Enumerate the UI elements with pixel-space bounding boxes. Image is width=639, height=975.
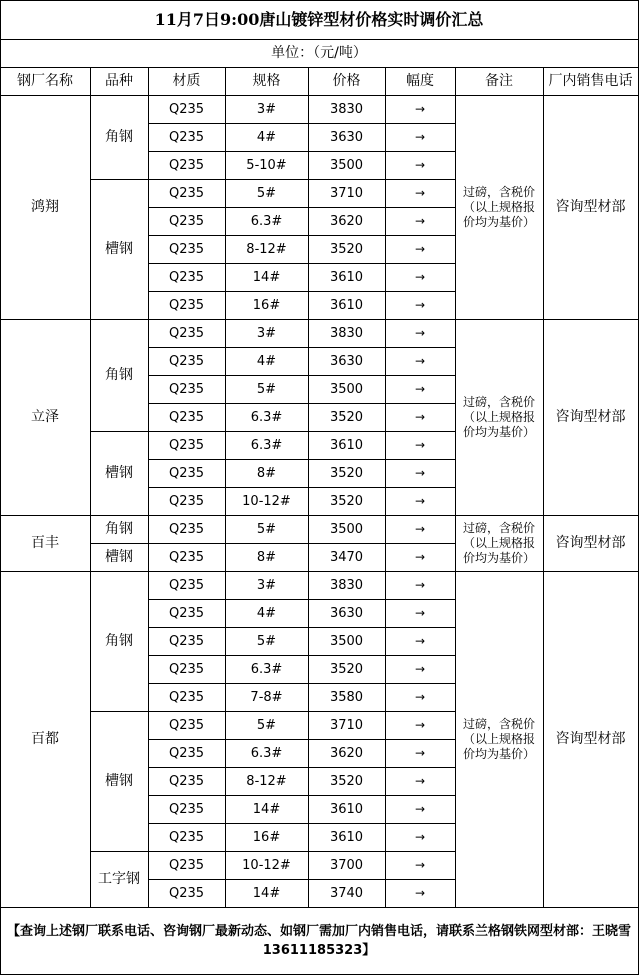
price-cell: 3520 [329,241,364,257]
change-arrow-icon: → [414,745,426,760]
spec-cell: 14# [252,801,281,817]
change-arrow-icon: → [414,801,426,816]
price-cell: 3470 [329,549,364,565]
material-cell: Q235 [168,129,205,145]
price-cell: 3830 [329,577,364,593]
material-cell: Q235 [168,857,205,873]
change-arrow-icon: → [414,297,426,312]
price-cell: 3580 [329,689,364,705]
grid-line-v [543,319,544,516]
material-cell: Q235 [168,213,205,229]
variety-cell: 槽钢 [105,240,133,257]
grid-line-v [455,515,456,572]
price-cell: 3740 [329,885,364,901]
change-arrow-icon: → [414,129,426,144]
grid-line-v [225,95,226,320]
change-arrow-icon: → [414,829,426,844]
sales-phone-cell: 咨询型材部 [555,534,626,551]
grid-line-v [308,95,309,320]
change-arrow-icon: → [414,717,426,732]
price-cell: 3500 [329,157,364,173]
grid-line-v [455,571,456,908]
note-cell: 过磅，含税价（以上规格报价均为基价） [462,520,535,565]
change-arrow-icon: → [414,521,426,536]
grid-line-h [148,627,456,628]
change-arrow-icon: → [414,353,426,368]
spec-cell: 10-12# [242,857,291,873]
variety-cell: 工字钢 [98,870,140,887]
grid-line-v [225,571,226,908]
grid-line-h [148,291,456,292]
change-arrow-icon: → [414,549,426,564]
change-arrow-icon: → [414,661,426,676]
material-cell: Q235 [168,829,205,845]
grid-line-h [148,123,456,124]
note-cell: 过磅，含税价（以上规格报价均为基价） [462,394,535,439]
material-cell: Q235 [168,381,205,397]
spec-cell: 16# [252,297,281,313]
grid-line-v [148,319,149,516]
change-arrow-icon: → [414,437,426,452]
header-material: 材质 [172,72,201,89]
grid-line-v [308,571,309,908]
price-cell: 3620 [329,213,364,229]
change-arrow-icon: → [414,605,426,620]
change-arrow-icon: → [414,857,426,872]
spec-cell: 6.3# [250,745,283,761]
grid-line-v [148,571,149,908]
material-cell: Q235 [168,801,205,817]
price-cell: 3610 [329,297,364,313]
material-cell: Q235 [168,885,205,901]
spec-cell: 5# [256,521,277,537]
grid-line-v [385,515,386,572]
grid-line-v [385,319,386,516]
grid-line-h [90,711,456,712]
material-cell: Q235 [168,101,205,117]
grid-line-v [90,95,91,320]
material-cell: Q235 [168,689,205,705]
price-cell: 3610 [329,801,364,817]
grid-line-v [543,67,544,96]
material-cell: Q235 [168,185,205,201]
material-cell: Q235 [168,549,205,565]
header-note: 备注 [485,72,513,89]
grid-line-h [148,599,456,600]
grid-line-h [148,263,456,264]
grid-line-v [308,515,309,572]
change-arrow-icon: → [414,325,426,340]
variety-cell: 槽钢 [105,464,133,481]
material-cell: Q235 [168,157,205,173]
spec-cell: 3# [256,577,277,593]
spec-cell: 16# [252,829,281,845]
grid-line-h [148,795,456,796]
price-cell: 3610 [329,437,364,453]
grid-line-v [455,67,456,96]
grid-line-h [148,151,456,152]
change-arrow-icon: → [414,409,426,424]
price-cell: 3610 [329,829,364,845]
unit-label: 单位：（元/吨） [271,44,367,61]
grid-line-v [543,95,544,320]
grid-line-v [455,319,456,516]
spec-cell: 6.3# [250,437,283,453]
spec-cell: 4# [256,353,277,369]
price-cell: 3830 [329,325,364,341]
mill-name-cell: 百丰 [31,534,59,551]
spec-cell: 8-12# [246,773,287,789]
price-cell: 3520 [329,465,364,481]
change-arrow-icon: → [414,493,426,508]
spec-cell: 6.3# [250,409,283,425]
material-cell: Q235 [168,353,205,369]
grid-line-v [308,67,309,96]
price-cell: 3630 [329,129,364,145]
spec-cell: 5# [256,381,277,397]
grid-line-v [385,571,386,908]
grid-line-h [148,487,456,488]
grid-line-v [148,95,149,320]
price-cell: 3700 [329,857,364,873]
grid-line-v [90,67,91,96]
grid-line-h [0,0,639,1]
material-cell: Q235 [168,325,205,341]
note-cell: 过磅，含税价（以上规格报价均为基价） [462,184,535,229]
spec-cell: 14# [252,885,281,901]
grid-line-h [148,655,456,656]
material-cell: Q235 [168,437,205,453]
grid-line-v [455,95,456,320]
spec-cell: 6.3# [250,661,283,677]
price-cell: 3630 [329,353,364,369]
variety-cell: 角钢 [105,632,133,649]
grid-line-v [0,0,1,975]
spec-cell: 5# [256,633,277,649]
price-cell: 3830 [329,101,364,117]
grid-line-h [148,235,456,236]
material-cell: Q235 [168,577,205,593]
grid-line-v [148,515,149,572]
header-change: 幅度 [406,72,434,89]
grid-line-h [148,375,456,376]
mill-name-cell: 鸿翔 [31,198,59,215]
grid-line-v [308,319,309,516]
grid-line-v [385,95,386,320]
spec-cell: 5# [256,717,277,733]
material-cell: Q235 [168,773,205,789]
change-arrow-icon: → [414,465,426,480]
price-cell: 3500 [329,381,364,397]
grid-line-h [148,739,456,740]
grid-line-v [543,515,544,572]
grid-line-h [90,179,456,180]
material-cell: Q235 [168,661,205,677]
spec-cell: 5-10# [246,157,287,173]
spec-cell: 10-12# [242,493,291,509]
material-cell: Q235 [168,269,205,285]
variety-cell: 槽钢 [105,772,133,789]
grid-line-h [90,543,456,544]
material-cell: Q235 [168,521,205,537]
header-sales-phone: 厂内销售电话 [548,72,633,89]
mill-name-cell: 立泽 [31,408,59,425]
change-arrow-icon: → [414,885,426,900]
contact-footer: 【查询上述钢厂联系电话、咨询钢厂最新动态、如钢厂需加厂内销售电话，请联系兰格钢铁网型材部：王晓雪13611185323】 [6,923,631,958]
material-cell: Q235 [168,605,205,621]
material-cell: Q235 [168,493,205,509]
grid-line-h [148,879,456,880]
spec-cell: 8-12# [246,241,287,257]
price-cell: 3710 [329,185,364,201]
material-cell: Q235 [168,241,205,257]
sales-phone-cell: 咨询型材部 [555,198,626,215]
material-cell: Q235 [168,717,205,733]
price-cell: 3500 [329,521,364,537]
change-arrow-icon: → [414,213,426,228]
spec-cell: 6.3# [250,213,283,229]
grid-line-v [225,319,226,516]
change-arrow-icon: → [414,241,426,256]
change-arrow-icon: → [414,269,426,284]
variety-cell: 角钢 [105,128,133,145]
material-cell: Q235 [168,745,205,761]
change-arrow-icon: → [414,101,426,116]
grid-line-h [90,431,456,432]
grid-line-h [0,39,639,40]
header-variety: 品种 [105,72,133,89]
grid-line-v [90,319,91,516]
price-cell: 3500 [329,633,364,649]
variety-cell: 角钢 [105,520,133,537]
sales-phone-cell: 咨询型材部 [555,730,626,747]
spec-cell: 4# [256,129,277,145]
header-spec: 规格 [252,72,281,89]
grid-line-h [148,459,456,460]
price-cell: 3520 [329,409,364,425]
spec-cell: 8# [256,549,277,565]
grid-line-v [90,515,91,572]
price-cell: 3610 [329,269,364,285]
grid-line-h [148,207,456,208]
change-arrow-icon: → [414,157,426,172]
change-arrow-icon: → [414,633,426,648]
price-cell: 3710 [329,717,364,733]
material-cell: Q235 [168,465,205,481]
spec-cell: 14# [252,269,281,285]
spec-cell: 7-8# [250,689,283,705]
price-cell: 3520 [329,493,364,509]
grid-line-h [90,851,456,852]
spec-cell: 3# [256,325,277,341]
sales-phone-cell: 咨询型材部 [555,408,626,425]
header-price: 价格 [332,72,361,89]
grid-line-v [225,515,226,572]
material-cell: Q235 [168,633,205,649]
price-cell: 3520 [329,773,364,789]
spec-cell: 4# [256,605,277,621]
note-cell: 过磅，含税价（以上规格报价均为基价） [462,716,535,761]
grid-line-v [385,67,386,96]
price-cell: 3630 [329,605,364,621]
spec-cell: 5# [256,185,277,201]
variety-cell: 槽钢 [105,548,133,565]
spec-cell: 3# [256,101,277,117]
header-mill-name: 钢厂名称 [17,72,73,89]
change-arrow-icon: → [414,773,426,788]
change-arrow-icon: → [414,689,426,704]
spec-cell: 8# [256,465,277,481]
grid-line-h [148,403,456,404]
change-arrow-icon: → [414,381,426,396]
change-arrow-icon: → [414,185,426,200]
grid-line-h [148,823,456,824]
page-title: 11月7日9:00唐山镀锌型材价格实时调价汇总 [154,10,484,29]
mill-name-cell: 百都 [31,730,59,747]
material-cell: Q235 [168,409,205,425]
grid-line-v [148,67,149,96]
grid-line-h [148,347,456,348]
price-cell: 3620 [329,745,364,761]
grid-line-v [543,571,544,908]
change-arrow-icon: → [414,577,426,592]
price-cell: 3520 [329,661,364,677]
material-cell: Q235 [168,297,205,313]
variety-cell: 角钢 [105,366,133,383]
grid-line-h [148,683,456,684]
grid-line-h [148,767,456,768]
grid-line-v [225,67,226,96]
grid-line-v [90,571,91,908]
